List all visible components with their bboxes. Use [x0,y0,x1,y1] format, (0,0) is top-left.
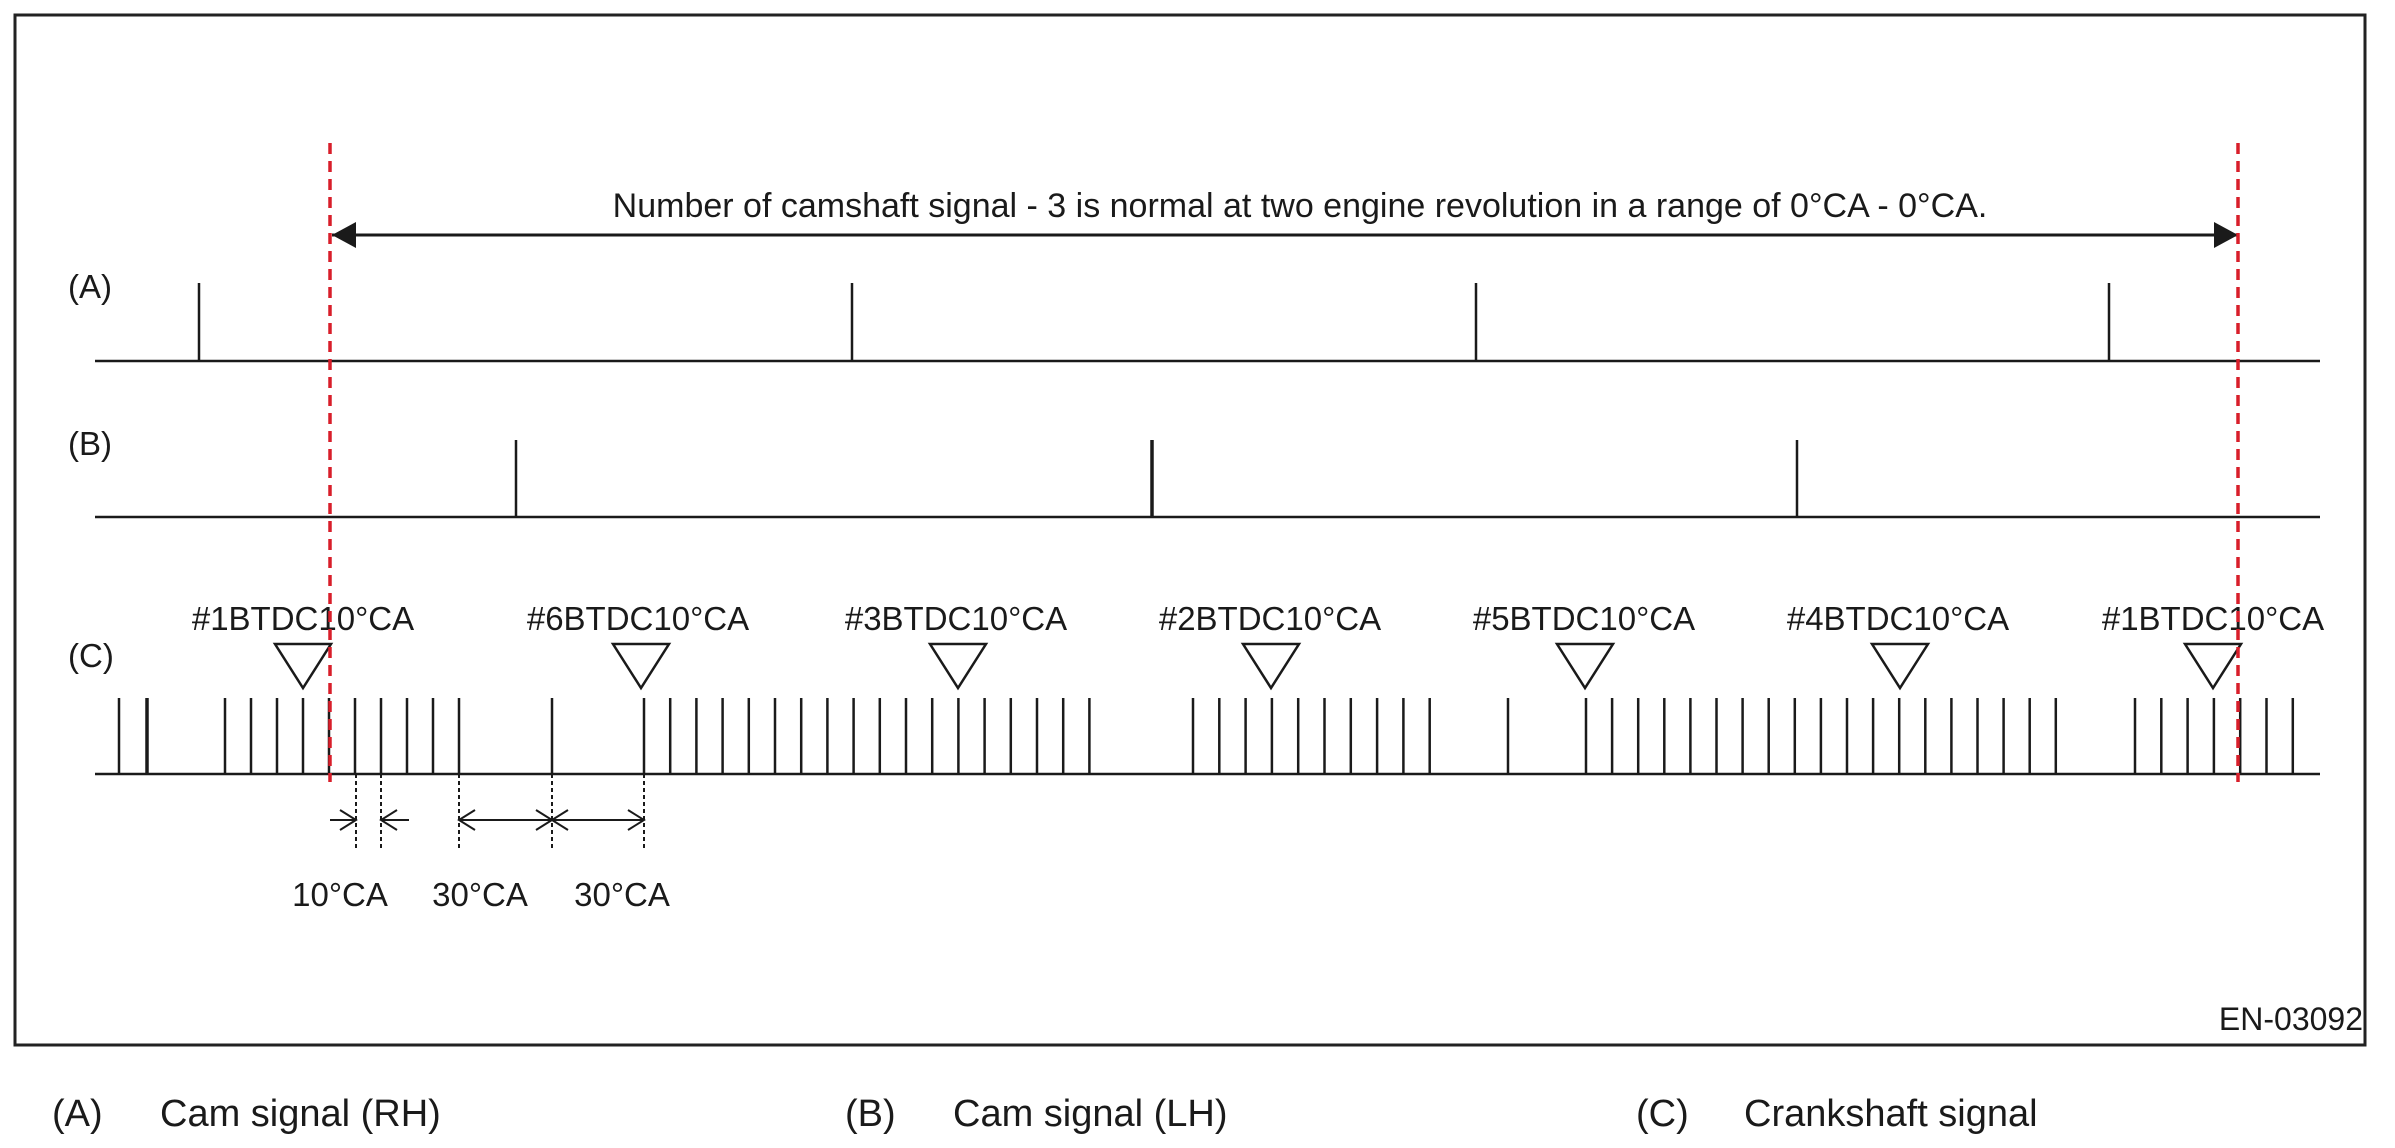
legend-item-b [845,1088,1228,1140]
tdc-label: #1BTDC10°CA [2101,600,2325,637]
row-c-label: (C) [68,637,114,674]
tdc-marker-3 [845,600,1067,688]
legend-text: Crankshaft signal [1744,1093,2038,1135]
interval-label-10ca: 10°CA [292,876,388,913]
tdc-triangle [930,644,986,688]
row-a-label: (A) [68,268,112,305]
legend-item-a [52,1088,441,1140]
tdc-triangle [1557,644,1613,688]
cam-signal-rh-trace [95,283,2320,361]
interval-label-30ca-second: 30°CA [574,876,670,913]
tdc-marker-5 [1473,600,1695,688]
range-arrowhead-left [332,222,356,248]
tdc-marker-1 [192,600,414,688]
tdc-marker-7 [2102,600,2324,688]
legend-key: (C) [1636,1093,1689,1135]
row-b-label: (B) [68,425,112,462]
interval-dimensions [330,774,644,850]
interval-label-30ca-first: 30°CA [432,876,528,913]
legend-text: Cam signal (RH) [160,1093,441,1135]
legend-key: (A) [52,1093,103,1135]
tdc-label: #5BTDC10°CA [1472,600,1696,637]
tdc-triangle [2185,644,2241,688]
tdc-label: #1BTDC10°CA [191,600,415,637]
tdc-markers [192,600,2324,688]
cam-signal-lh-trace [95,440,2320,517]
range-header-text: Number of camshaft signal - 3 is normal at two engine revolution in a range of 0°CA - 0°CA. [612,187,1988,225]
tdc-triangle [275,644,331,688]
tdc-label: #3BTDC10°CA [844,600,1068,637]
legend-item-c [1636,1088,2038,1140]
tdc-marker-6 [1787,600,2009,688]
legend-text: Cam signal (LH) [953,1093,1228,1135]
tdc-label: #2BTDC10°CA [1158,600,1382,637]
figure-code: EN-03092 [2218,1001,2363,1037]
tdc-triangle [1872,644,1928,688]
tdc-triangle [613,644,669,688]
range-arrowhead-right [2214,222,2238,248]
tdc-triangle [1243,644,1299,688]
tdc-label: #6BTDC10°CA [526,600,750,637]
legend-key: (B) [845,1093,896,1135]
tdc-marker-2 [527,600,749,688]
tdc-label: #4BTDC10°CA [1786,600,2010,637]
tdc-marker-4 [1159,600,1381,688]
crankshaft-signal-trace [95,698,2320,774]
